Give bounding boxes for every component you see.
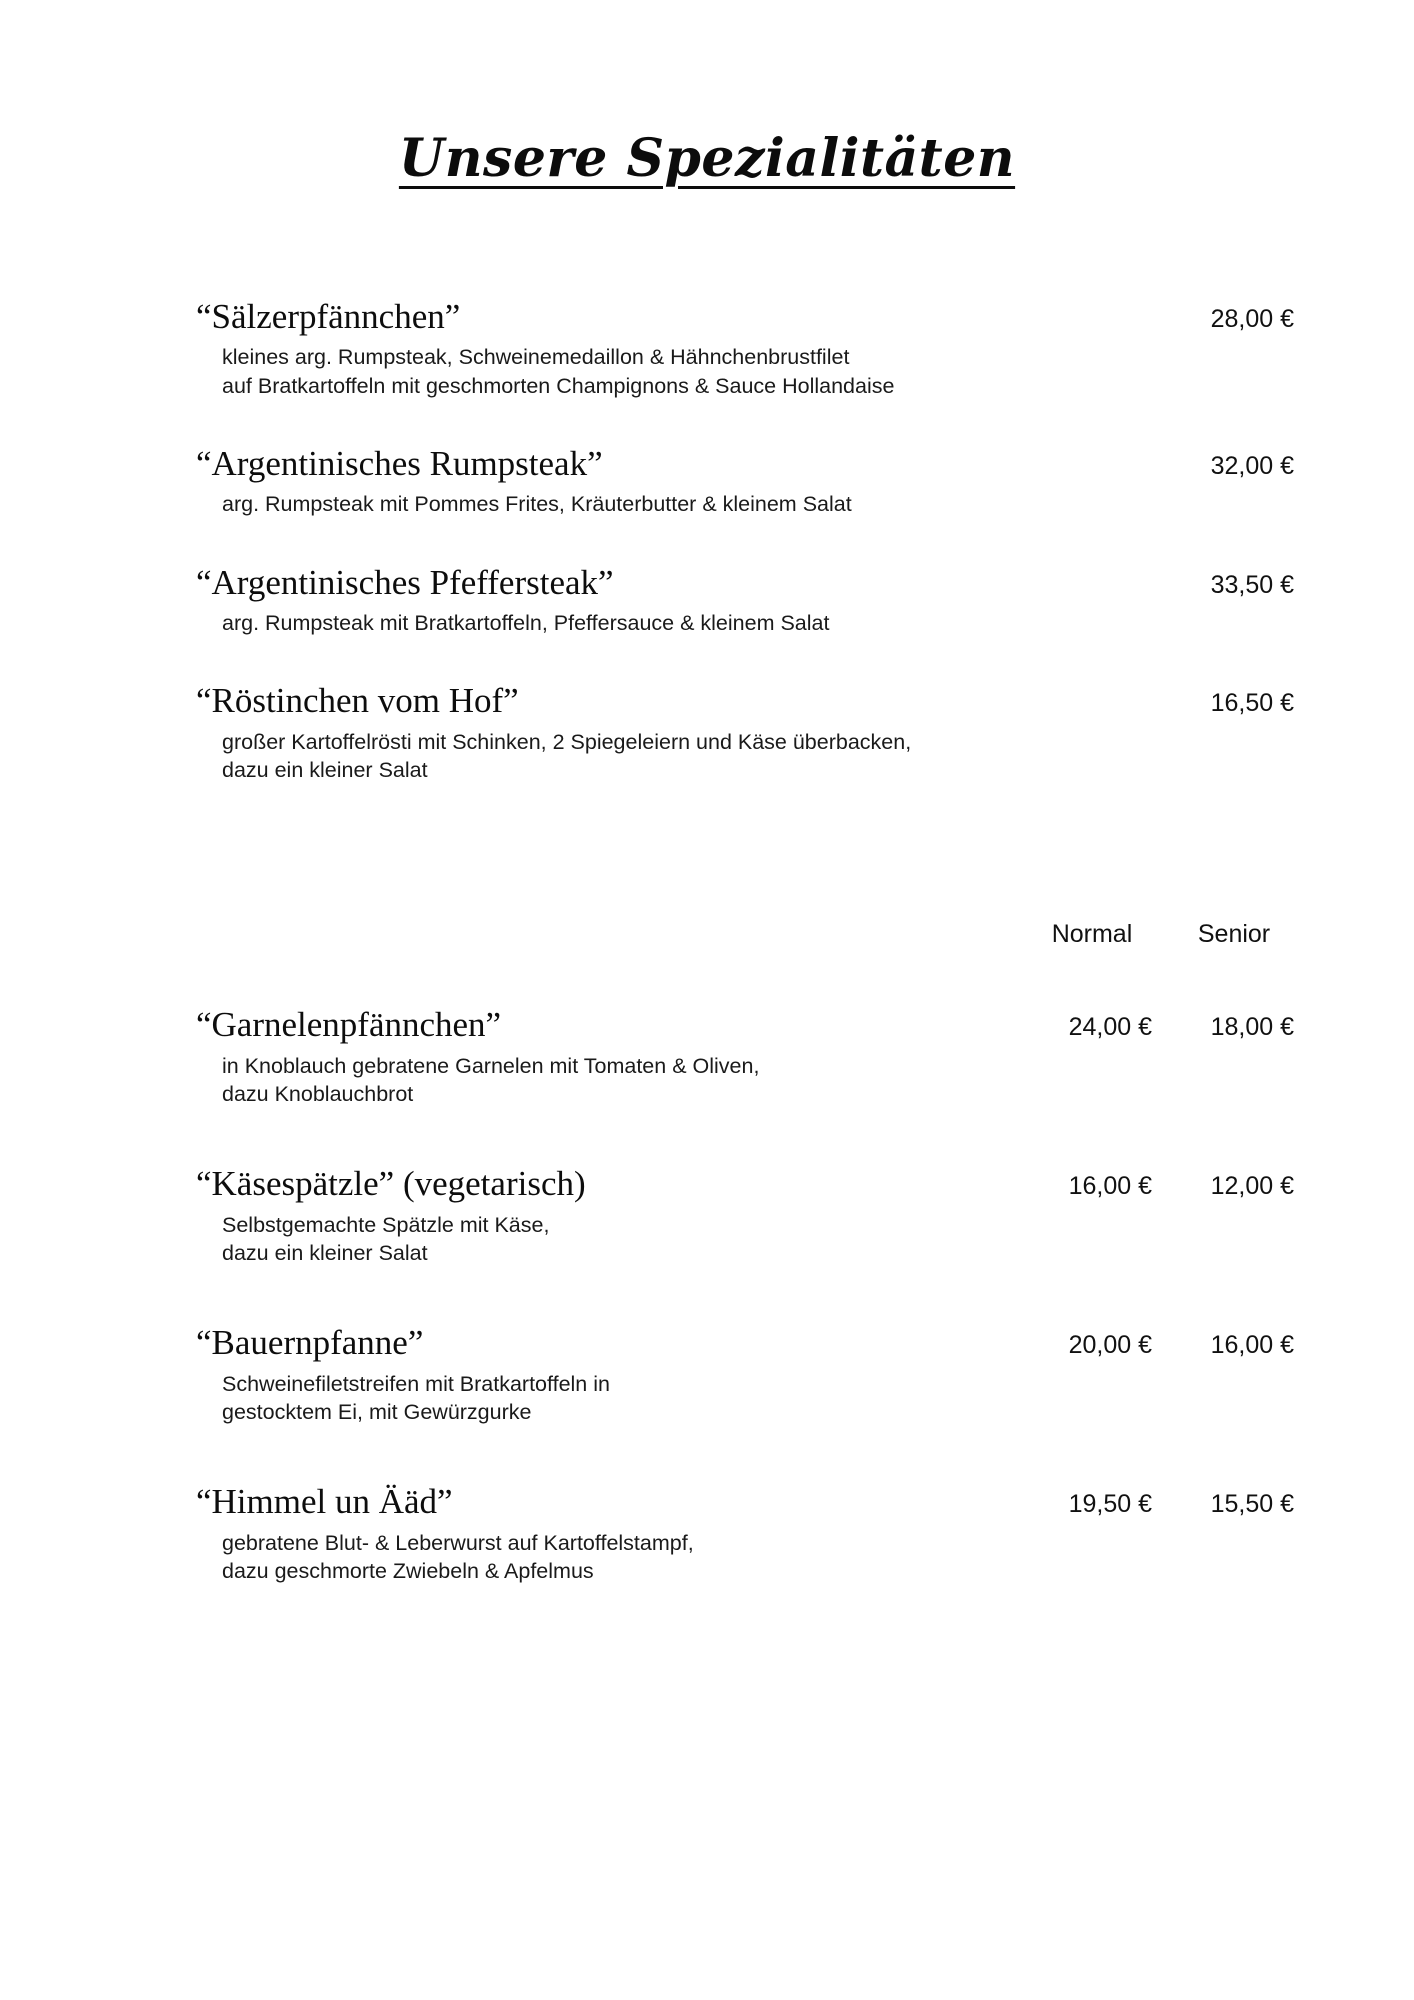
section-divider-space (196, 828, 1294, 920)
menu-item-price-normal: 16,00 € (1068, 1172, 1152, 1201)
menu-item-price: 32,00 € (1210, 452, 1294, 480)
menu-item-description (222, 1370, 1082, 1427)
menu-item (196, 1323, 1294, 1426)
menu-item-price: 33,50 € (1210, 570, 1294, 599)
menu-item (196, 1005, 1294, 1108)
menu-item-name: “Garnelenpfännchen” (196, 1005, 502, 1045)
description-line: gestocktem Ei, mit Gewürzgurke (222, 1399, 532, 1424)
description-line: kleines arg. Rumpsteak, Schweinemedaillon & Hähnchenbrustfilet (222, 345, 850, 370)
menu-item (196, 444, 1294, 519)
menu-item-price-senior: 12,00 € (1210, 1172, 1294, 1201)
menu-item-description (222, 728, 1082, 785)
description-line: in Knoblauch gebratene Garnelen mit Tomaten & Oliven, (222, 1053, 760, 1078)
menu-item-description (222, 343, 1082, 400)
column-header-senior: Senior (1197, 920, 1271, 949)
description-line: dazu geschmorte Zwiebeln & Apfelmus (222, 1558, 594, 1583)
specialties-section-dual-price (196, 1005, 1294, 1585)
description-line: Selbstgemachte Spätzle mit Käse, (222, 1212, 550, 1237)
specialties-section-single-price (196, 297, 1294, 784)
menu-item-price-normal: 20,00 € (1068, 1331, 1152, 1360)
menu-item-name: “Argentinisches Pfeffersteak” (196, 562, 614, 602)
menu-item (196, 563, 1294, 638)
description-line: Schweinefiletstreifen mit Bratkartoffeln in (222, 1371, 610, 1396)
description-line: auf Bratkartoffeln mit geschmorten Champignons & Sauce Hollandaise (222, 373, 895, 398)
description-line: arg. Rumpsteak mit Bratkartoffeln, Pfeffersauce & kleinem Salat (222, 610, 830, 635)
menu-item-description (222, 609, 1082, 637)
menu-item-description (222, 1052, 1082, 1109)
menu-item-name: “Röstinchen vom Hof” (196, 681, 519, 721)
description-line: dazu ein kleiner Salat (222, 1240, 428, 1265)
column-header-normal: Normal (1051, 920, 1133, 949)
page-title: Unsere Spezialitäten (398, 128, 1016, 189)
menu-item-price-normal: 24,00 € (1068, 1013, 1152, 1042)
price-column-headers (196, 920, 1294, 949)
menu-item-name: “Himmel un Ääd” (196, 1482, 453, 1522)
menu-item (196, 1482, 1294, 1585)
description-line: dazu Knoblauchbrot (222, 1081, 414, 1106)
description-line: gebratene Blut- & Leberwurst auf Kartoffelstampf, (222, 1530, 694, 1555)
menu-item-name: “Argentinisches Rumpsteak” (196, 444, 603, 483)
menu-item-description (222, 1529, 1082, 1586)
menu-item-price-senior: 15,50 € (1210, 1490, 1294, 1519)
description-line: großer Kartoffelrösti mit Schinken, 2 Spiegeleiern und Käse überbacken, (222, 729, 912, 754)
menu-content (0, 297, 1414, 1585)
menu-item-price: 16,50 € (1210, 689, 1294, 718)
description-line: dazu ein kleiner Salat (222, 757, 428, 782)
menu-item-price-normal: 19,50 € (1068, 1490, 1152, 1519)
menu-item-name: “Sälzerpfännchen” (196, 297, 461, 336)
menu-item-price-senior: 16,00 € (1210, 1331, 1294, 1360)
menu-item-price: 28,00 € (1210, 305, 1294, 333)
menu-item (196, 1164, 1294, 1267)
menu-item-name: “Käsespätzle” (vegetarisch) (196, 1164, 586, 1204)
menu-item-price-senior: 18,00 € (1210, 1013, 1294, 1042)
menu-item (196, 681, 1294, 784)
menu-item (196, 297, 1294, 400)
menu-item-description (222, 1211, 1082, 1268)
menu-item-name: “Bauernpfanne” (196, 1323, 424, 1363)
description-line: arg. Rumpsteak mit Pommes Frites, Kräuterbutter & kleinem Salat (222, 492, 852, 517)
menu-item-description (222, 490, 1082, 518)
